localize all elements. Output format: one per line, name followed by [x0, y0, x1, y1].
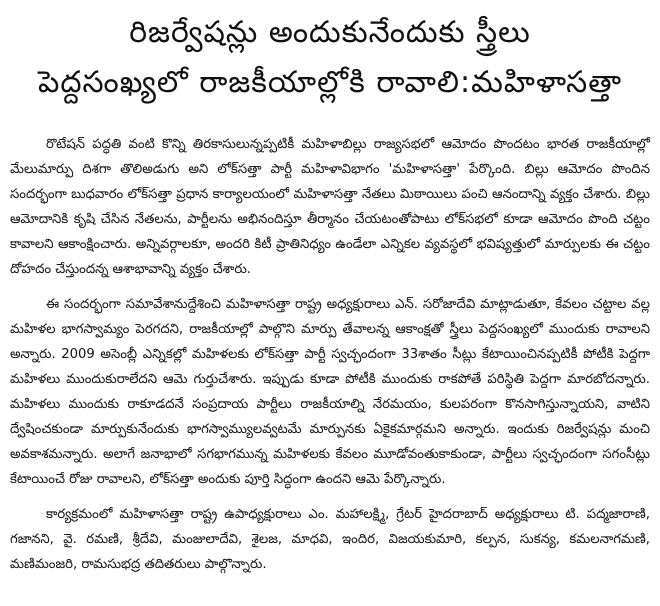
article-body — [10, 132, 650, 577]
article-paragraph: రొటేషన్ పద్ధతి వంటి కొన్ని తిరకాసులున్నప్పటికీ మహిళాబిల్లు రాజ్యసభలో ఆమోదం పొందటం భారత రాజకీయాల్లో మేలుమార్పు దిశగా తొలిఅడుగు అని లోక్‌సత్తా పార్టీ మహిళావిభాగం 'మహిళాసత్తా' పేర్కొంది. బిల్లు ఆమోదం పొందిన సందర్భంగా బుధవారం లోక్‌సత్తా ప్రధాన కార్యాలయంలో మహిళాసత్తా నేతలు మిఠాయిలు పంచి ఆనందాన్ని వ్యక్తం చేశారు. బిల్లు ఆమోదానికి కృషి చేసిన నేతలను, పార్టీలను అభినందిస్తూ తీర్మానం చేయటంతోపాటు లోక్‌సభలో కూడా ఆమోదం పొంది చట్టం కావాలని ఆకాంక్షించారు. అన్నివర్గాలకూ, అందరి కిటీ ప్రాతినిధ్యం ఉండేలా ఎన్నికల వ్యవస్థలో భవిష్యత్తులో మార్పులకు ఈ చట్టం దోహదం చేస్తుందన్న ఆశాభావాన్ని వ్యక్తం చేశారు. — [10, 137, 650, 277]
article-paragraph: ఈ సందర్భంగా సమావేశానుద్దేశించి మహిళాసత్తా రాష్ట్ర అధ్యక్షురాలు ఎన్. సరోజాదేవి మాట్లాడుతూ, కేవలం చట్టాల వల్ల మహిళల భాగస్వామ్యం పెరగదని, రాజకీయాల్లో పాల్గొని మార్పు తేవాలన్న ఆకాంక్షతో స్త్రీలు పెద్దసంఖ్యలో ముందుకు రావాలని అన్నారు. 2009 అసెంబ్లీ ఎన్నికల్లో మహిళలకు లోక్‌సత్తా పార్టీ స్వచ్ఛందంగా 33శాతం సీట్లు కేటాయించినప్పటికీ పోటీకి పెద్దగా మహిళలు ముందుకురాలేదని ఆమె గుర్తుచేశారు. ఇప్పుడు కూడా పోటీకి ముందుకు రాకపోతే పరిస్థితి పెద్దగా మారబోదన్నారు. మహిళలు ముందుకు రాకూడదనే సంప్రదాయ పార్టీలు రాజకీయాల్ని నేరమయం, కులపరంగా కొనసాగిస్తున్నాయని, వాటిని ద్వేషించకుండా మార్పుకునేందుకు భాగస్వామ్యులవ్వటమే మార్పునకు ఏకైకమార్గమని అన్నారు. ఇందుకు రిజర్వేషన్లు మంచి అవకాశమన్నారు. అలాగే జనాభాలో సగభాగమున్న మహిళలకు కేవలం మూడోవంతుకాకుండా, పార్టీలు స్వచ్ఛందంగా సగంసీట్లు కేటాయించే రోజు రావాలని, లోక్‌సత్తా అందుకు పూర్తి సిద్ధంగా ఉందని ఆమె పేర్కొన్నారు. — [10, 297, 650, 487]
headline — [10, 8, 650, 108]
article-paragraph: కార్యక్రమంలో మహిళాసత్తా రాష్ట్ర ఉపాధ్యక్షురాలు ఎం. మహాలక్ష్మి, గ్రేటర్ హైదరాబాద్ అధ్యక్షురాలు టి. పద్మజారాణి, గజానని, వై. రమణి, శ్రీదేవి, మంజులాదేవి, శైలజ, మాధవి, ఇందిర, విజయకుమారి, కల్పన, సుకన్య, కమలనాగమణి, మణిమంజరి, రామసుభద్ర తదితరులు పాల్గొన్నారు. — [10, 507, 650, 572]
headline-line-2: పెద్దసంఖ్యలో రాజకీయాల్లోకి రావాలి:మహిళాసత్తా — [37, 65, 622, 100]
headline-line-1: రిజర్వేషన్లు అందుకునేందుకు స్త్రీలు — [129, 15, 531, 50]
